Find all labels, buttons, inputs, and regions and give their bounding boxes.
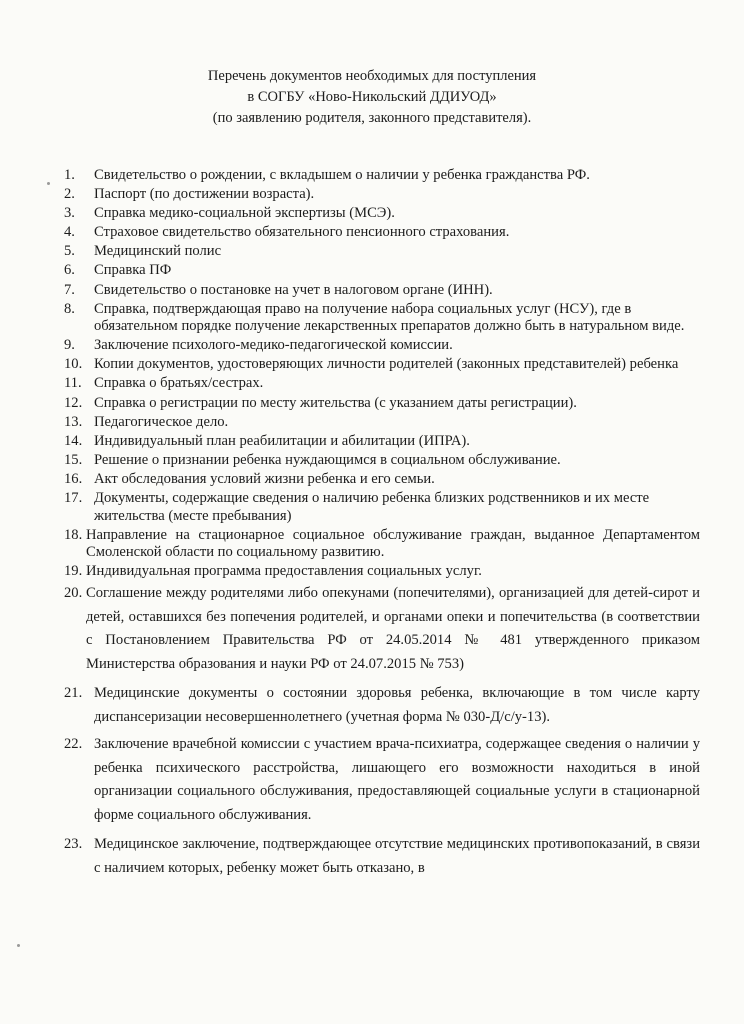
list-item — [64, 582, 700, 676]
item-number: 21. — [64, 685, 83, 702]
header-subtitle: (по заявлению родителя, законного представителя). — [212, 110, 532, 126]
item-text: Заключение психолого-медико-педагогической комиссии. — [94, 337, 453, 354]
item-text: Документы, содержащие сведения о наличию ребенка близких родственников и их месте жительства (месте пребывания) — [94, 490, 650, 524]
list-item — [64, 282, 700, 300]
item-text: Акт обследования условий жизни ребенка и его семьи. — [94, 470, 435, 487]
item-number: 9. — [64, 337, 75, 354]
item-text: Заключение врачебной комиссии с участием врача-психиатра, содержащее сведения о наличии у ребенка психического расстройства, лишающего его возможности находиться в иной организации социального обслуживания, предоставляющей социальные услуги в стационарной форме социального обслуживания. — [94, 736, 700, 823]
item-text: Направление на стационарное социальное обслуживание граждан, выданное Департаментом Смоленской области по социальному развитию. — [86, 526, 700, 561]
item-text: Справка медико-социальной экспертизы (МСЭ). — [94, 205, 395, 222]
scan-speck — [47, 182, 50, 185]
item-number: 20. — [64, 585, 83, 602]
list-item — [64, 224, 700, 242]
item-text: Свидетельство о постановке на учет в налоговом органе (ИНН). — [94, 281, 493, 298]
list-item — [64, 682, 700, 729]
item-number: 18. — [64, 526, 83, 543]
item-number: 5. — [64, 243, 75, 260]
list-item — [64, 433, 700, 451]
item-text: Справка о регистрации по месту жительства (с указанием даты регистрации). — [94, 394, 577, 411]
list-item — [64, 356, 700, 374]
list-item — [64, 301, 700, 336]
list-item — [64, 337, 700, 355]
list-item — [64, 205, 700, 223]
item-number: 3. — [64, 205, 75, 222]
item-number: 13. — [64, 413, 83, 430]
header-institution: в СОГБУ «Ново-Никольский ДДИУОД» — [247, 89, 497, 105]
item-text: Свидетельство о рождении, с вкладышем о наличии у ребенка гражданства РФ. — [94, 167, 590, 183]
item-text: Индивидуальный план реабилитации и абилитации (ИПРА). — [94, 432, 470, 449]
list-item — [64, 563, 700, 581]
item-text: Справка, подтверждающая право на получение набора социальных услуг (НСУ), где в обязательном порядке получение лекарственных препаратов должно быть в натуральном виде. — [94, 300, 685, 335]
item-text: Страховое свидетельство обязательного пенсионного страхования. — [94, 224, 510, 241]
item-number: 6. — [64, 262, 75, 279]
item-text: Справка ПФ — [94, 262, 172, 279]
item-number: 22. — [64, 736, 83, 753]
item-text: Паспорт (по достижении возраста). — [94, 186, 315, 203]
item-number: 19. — [64, 563, 83, 580]
item-number: 2. — [64, 186, 75, 203]
item-number: 16. — [64, 470, 83, 487]
list-item — [64, 186, 700, 204]
list-item — [64, 414, 700, 432]
item-number: 14. — [64, 432, 83, 449]
list-item — [64, 833, 700, 880]
list-item — [64, 375, 700, 393]
item-number: 17. — [64, 490, 83, 506]
document-header — [0, 66, 744, 129]
item-number: 1. — [64, 167, 75, 183]
item-text: Решение о признании ребенка нуждающимся в социальном обслуживание. — [94, 451, 561, 468]
item-text: Справка о братьях/сестрах. — [94, 375, 264, 392]
item-number: 8. — [64, 300, 75, 317]
item-number: 10. — [64, 356, 83, 373]
list-item — [64, 490, 700, 525]
item-text: Копии документов, удостоверяющих личности родителей (законных представителей) ребенка — [94, 356, 679, 373]
item-text: Медицинское заключение, подтверждающее отсутствие медицинских противопоказаний, в связи с наличием которых, ребенку может быть отказано, в — [94, 836, 700, 876]
documents-list — [64, 167, 700, 883]
list-item — [64, 395, 700, 413]
list-item — [64, 167, 700, 185]
item-text: Педагогическое дело. — [94, 413, 229, 430]
header-title: Перечень документов необходимых для поступления — [207, 68, 537, 84]
scan-speck — [17, 944, 20, 947]
item-number: 7. — [64, 281, 75, 298]
item-text: Медицинский полис — [94, 243, 222, 260]
item-text: Индивидуальная программа предоставления социальных услуг. — [86, 563, 482, 580]
list-item — [64, 527, 700, 562]
item-number: 15. — [64, 451, 83, 468]
item-number: 12. — [64, 394, 83, 411]
item-number: 11. — [64, 375, 82, 392]
list-item — [64, 471, 700, 489]
list-item — [64, 262, 700, 280]
item-number: 4. — [64, 224, 75, 241]
list-item — [64, 452, 700, 470]
item-text: Соглашение между родителями либо опекунами (попечителями), организацией для детей-сирот и детей, оставшихся без попечения родителей, и органами опеки и попечительства (в соответствии с Постановлением Правительства РФ от 24.05.2014 № 481 утвержденного приказом Министерства образования и науки РФ от 24.07.2015 № 753) — [86, 585, 700, 672]
list-item — [64, 733, 700, 827]
item-text: Медицинские документы о состоянии здоровья ребенка, включающие в том числе карту диспансеризации несовершеннолетнего (учетная форма № 030-Д/с/у-13). — [94, 685, 700, 725]
list-item — [64, 243, 700, 261]
item-number: 23. — [64, 836, 83, 853]
